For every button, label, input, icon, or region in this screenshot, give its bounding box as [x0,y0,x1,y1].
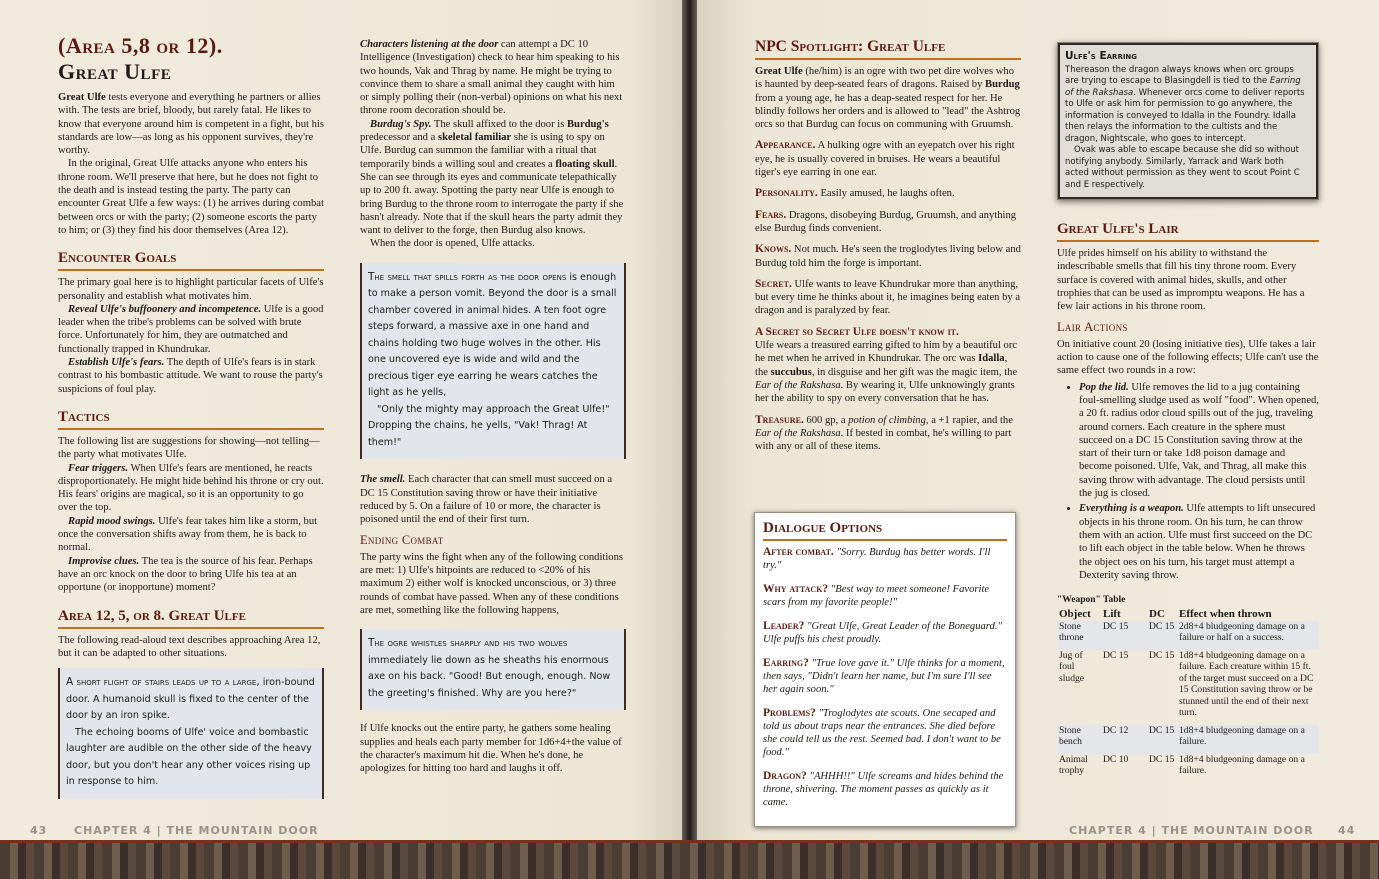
table-row [1057,650,1319,725]
secret-paragraph: Ulfe wears a treasured earring gifted to him by a beautiful orc he met when he arrived in Khundrukar. The orc was Idalla, the succubus, in disguise and her gift was the magic item, the Ear of the Rakshasa. By wearing it, Ulfe unknowingly grants her the ability to spy on every conversation that he has. [755,340,1018,405]
table-header: DC [1149,608,1165,621]
dialogue-option: After combat. "Sorry. Burdug has better words. I'll try." [763,546,991,571]
left-page [0,0,682,840]
footer-right: CHAPTER 4 | THE MOUNTAIN DOOR [1069,824,1314,837]
dialogue-option: Earring? "True love gave it." Ulfe thinks for a moment, then says, "Didn't learn her name, but I'm sure I'll see her again soon." [763,657,1005,695]
intro-paragraph-1: Great Ulfe tests everyone and everything he partners or allies with. The tests are brief, bloody, but rarely fatal. He likes to know that everyone around him is competent in a fight, but his standards are low—as long as his opponent survives, they're worthy. [58,92,324,157]
table-cell: 2d8+4 bludgeoning damage on a failure or half on a success. [1177,621,1319,650]
tactics-paragraph-1: The following list are suggestions for showing—not telling—the party what motivates Ulfe. [58,435,320,461]
read-aloud-box-smell [360,263,626,460]
read-aloud-text-2: "Only the mighty may approach the Great Ulfe!" Dropping the chains, he yells, "Vak! Thrag! At them!" [368,403,610,448]
npc-fears: Fears. Dragons, disobeying Burdug, Gruumsh, and anything else Burdug finds convenient. [755,208,1017,234]
dialogue-option: Problems? "Troglodytes ate scouts. One secaped and told us about traps near the entrances. She died before she could tell us the rest. Seemed bad. I don't want to be food." [763,707,1001,758]
table-cell: DC 10 [1103,753,1129,765]
goals-paragraph-2: Reveal Ulfe's buffoonery and incompetence. Ulfe is a good leader when the tribe's problems can be solved with brute force. Unfortunately for him, they are outmatched and functionally trapped in Khundrukar. [58,303,324,355]
sidebar-paragraph-1: Thereason the dragon always knows when orc groups are trying to escape to Blasingdell is tied to the Earring of the Rakshasa. Whenever orcs come to deliver reports to Ulfe or ask him for permission to go anywhere, the information is conveyed to Idalla in the Foundry. Idalla then relays the information to the cultists and the dragon, Nightscale, who goes to intercept. [1065,64,1305,144]
book-gutter [682,0,697,840]
read-aloud-text: The smell that spills forth as the door opens is enough to make a person vomit. Beyond the door is a small chamber covered in animal hides. A ten foot ogre steps forward, a massive axe in one hand and chains holding two huge wolves in the other. His one uncovered eye is wide and wild and the precious tiger eye earring he wears catches the light as he yells, [368,270,617,399]
table-header: Effect when thrown [1179,608,1272,621]
table-cell: 1d8+4 bludgeoning damage on a failure. Each creature within 15 ft. of the target must succeed on a DC 15 Constitution saving throw or be stunned until the end of their next turn. [1179,649,1314,719]
table-row [1057,725,1319,754]
table-row [1057,621,1319,650]
table-cell: Stone throne [1057,621,1101,650]
npc-personality: Personality. Easily amused, he laughs often. [755,187,955,200]
spy-paragraph: Burdug's Spy. The skull affixed to the door is Burdug's predecessor and a skeletal familiar she is using to spy on Ulfe. Burdug can summon the familiar with a ritual that temporarily binds a willing soul and creates a floating skull. She can see through its eyes and communicate telepathically up to 200 ft. away. Spotting the party near Ulfe is enough to bring Burdug to the throne room to interrogate the party if she hasn't already. Note that if the skull hears the party admit they want to deliver to the forge, then Burdug also knows. [360,118,624,237]
dialogue-option: Why attack? "Best way to meet someone! Favorite scars from my favorite people!" [763,583,990,608]
table-cell: DC 15 [1103,649,1129,661]
right-column-2 [1057,42,1319,783]
table-cell: DC 15 [1149,753,1175,765]
table-cell: DC 15 [1101,621,1147,650]
heading-npc-spotlight: NPC Spotlight: Great Ulfe [755,38,1021,60]
weapon-table [1057,609,1319,783]
table-cell: DC 15 [1147,725,1177,754]
table-cell: Stone bench [1057,725,1101,754]
page-number-left: 43 [30,824,48,837]
page-title [58,33,324,85]
dialogue-option: Leader? "Great Ulfe, Great Leader of the Boneguard." Ulfe puffs his chest proudly. [763,620,1002,645]
heading-encounter-goals: Encounter Goals [58,249,324,271]
npc-treasure: Treasure. 600 gp, a potion of climbing, a +1 rapier, and the Ear of the Rakshasa. If bested in combat, he's willing to part with any or all of these items. [755,413,1013,453]
read-aloud-box-stairs [58,668,324,799]
sidebar-title: Ulfe's Earring [1065,50,1138,62]
lair-action-list [1079,381,1319,582]
table-cell: Animal trophy [1059,753,1088,777]
table-cell: DC 15 [1149,649,1175,661]
goals-paragraph-1: The primary goal here is to highlight particular facets of Ulfe's personality and establish what motivates him. [58,277,324,302]
table-header: Lift [1103,608,1121,621]
title-line-2: Great Ulfe [58,59,172,84]
dialogue-options-box [754,512,1016,827]
weapon-table-title: "Weapon" Table [1057,595,1126,606]
decorative-border [0,840,1379,879]
table-cell: 1d8+4 bludgeoning damage on a failure. [1177,725,1319,754]
table-cell: DC 15 [1147,621,1177,650]
smell-paragraph: The smell. Each character that can smell must succeed on a DC 15 Constitution saving throw or have their initiative reduced by 5. On a failure of 10 or more, the character is poisoned until the end of their first turn. [360,474,613,526]
table-cell: Jug of foul sludge [1059,649,1085,684]
table-row [1057,754,1319,783]
right-column-1 [755,38,1021,453]
tactics-paragraph-4: Improvise clues. The tea is the source of his fear. Perhaps have an orc knock on the door to bring Ulfe his tea at an opportune (or inopportune) moment? [58,555,313,594]
npc-knows: Knows. Not much. He's seen the troglodytes living below and Burdug told him the forge is important. [755,243,1021,269]
door-opened-paragraph: When the door is opened, Ulfe attacks. [370,238,535,250]
heading-lair: Great Ulfe's Lair [1057,220,1319,242]
sidebar-paragraph-2: Ovak was able to escape because she did so without notifying anybody. Similarly, Yarrack and Wark both acted without permission as they went to scout Point C and E respectively. [1065,145,1300,190]
lair-action-pop-lid: • Pop the lid. Ulfe removes the lid to a jug containing foul-smelling sludge used as wolf "food". When opened, a 20 ft. radius odor cloud spills out of the jug, traveling around corners. Each creature in the sphere must succeed on a DC 15 Constitution saving throw at the start of their turn or take 1d8 poison damage and become poisoned. Ulfe, Vak, and Thrag, all make this saving throw with advantage. The cloud persists until the jug is closed. [1079,381,1319,501]
heading-secret-so-secret: A Secret so Secret Ulfe doesn't know it. [755,325,959,338]
read-aloud-text: The ogre whistles sharply and his two wolves immediately lie down as he sheaths his enormous axe on his back. "Good! But enough, enough. Now the greeting's finished. Why are you here?" [368,637,611,699]
intro-paragraph-2: In the original, Great Ulfe attacks anyone who enters his throne room. We'll preserve that here, but he does not fight to the death and is instead testing the party. The party can encounter Great Ulfe a few ways: (1) he arrives during combat between orcs or with the party; (2) someone escorts the party to him; or (3) they find his door themselves (Area 12). [58,158,324,236]
page-number-right: 44 [1338,824,1356,837]
table-cell: DC 12 [1101,725,1147,754]
goals-paragraph-3: Establish Ulfe's fears. The depth of Ulfe's fears is in stark contrast to his bombastic attitude. We want to rouse the party's suspicions of foul play. [58,357,323,395]
heading-lair-actions: Lair Actions [1057,320,1128,335]
title-line-1: (Area 5,8 or 12). [58,33,223,58]
read-aloud-box-whistle [360,629,626,710]
ending-paragraph-1: The party wins the fight when any of the following conditions are met: 1) Ulfe's hitpoints are reduced to <20% of his maximum 2) either wolf is knocked unconscious, or 3) three rounds of combat have passed. When any of these conditions are met, something like the following happens, [360,551,624,616]
table-header: Object [1059,608,1091,621]
left-column-1 [58,33,324,807]
heading-dialogue-options: Dialogue Options [763,519,1007,541]
tactics-paragraph-2: Fear triggers. When Ulfe's fears are mentioned, he reacts disproportionately. He might hide behind his throne or cry out. His fears' origins are magical, so it is an opportunity to go over the top. [58,462,324,514]
lair-paragraph-1: Ulfe prides himself on his ability to withstand the indescribable smells that fill his tiny throne room. Every surface is covered with animal hides, skulls, and other trophies that can be used as impromptu weapons. He has a few lair actions in his throne room. [1057,248,1305,313]
tactics-paragraph-3: Rapid mood swings. Ulfe's fear takes him like a storm, but once the conversation shifts away from them, he is back to normal. [58,515,318,554]
dialogue-option: Dragon? "AHHH!!" Ulfe screams and hides behind the throne, shivering. The moment passes as quickly as it came. [763,770,1004,808]
dialogue-list [763,546,1007,809]
ending-paragraph-2: If Ulfe knocks out the entire party, he gathers some healing supplies and heals each party member for 1d6+4+the value of the character's maximum hit die. When he's done, he apologizes for hitting too hard and laughs it off. [360,723,622,775]
read-aloud-text: A short flight of stairs leads up to a large, iron-bound door. A humanoid skull is fixed to the center of the door by an iron spike. [66,676,315,722]
lair-action-weapon: • Everything is a weapon. Ulfe attempts to lift unsecured objects in his throne room. On his turn, he can throw them with an action. Ulfe must first succeed on the DC to lift each object in the table below. When he throws the object oes on his turn, his target must attempt a Dexterity saving throw. [1079,502,1319,582]
npc-secret: Secret. Ulfe wants to leave Khundrukar more than anything, but every time he thinks about it, he imagines being eaten by a dragon and is paralyzed by fear. [755,277,1021,317]
heading-area-12: Area 12, 5, or 8. Great Ulfe [58,607,324,629]
read-aloud-text-2: The echoing booms of Ulfe' voice and bombastic laughter are audible on the other side of the heavy door, but you don't hear any other voices rising up in response to him. [66,726,312,788]
lair-paragraph-2: On initiative count 20 (losing initiative ties), Ulfe takes a lair action to cause one of the following effects; Ulfe can't use the same effect two rounds in a row: [1057,338,1319,377]
footer-left: CHAPTER 4 | THE MOUNTAIN DOOR [74,824,319,837]
area-paragraph-1: The following read-aloud text describes approaching Area 12, but it can be adapted to other situations. [58,634,321,659]
listening-paragraph: Characters listening at the door can attempt a DC 10 Intelligence (Investigation) check to hear him speaking to his two hounds, Vak and Thrag by name. He might be trying to convince them to share a small animal they caught with him or simply polling their (non-verbal) opinions on what his next throne room decoration should be. [360,39,623,117]
left-column-2 [360,38,626,775]
heading-tactics: Tactics [58,408,324,430]
npc-paragraph: Great Ulfe (he/him) is an ogre with two pet dire wolves who is haunted by deep-seated fears of dragons. Raised by Burdug from a young age, he has a deap-seated respect for her. He blindly follows her orders and is allowed to "lead" the Ashtrog orcs so that Burdug can focus on communing with Gruumsh. [755,66,1021,131]
sidebar-ulfes-earring [1057,42,1319,200]
heading-ending-combat: Ending Combat [360,533,444,548]
right-page [697,0,1379,840]
table-cell: 1d8+4 bludgeoning damage on a failure. [1179,753,1305,777]
npc-appearance: Appearance. A hulking ogre with an eyepatch over his right eye, he is usually covered in bruises. He wears a beautiful tiger's eye earring in one ear. [755,139,1015,179]
